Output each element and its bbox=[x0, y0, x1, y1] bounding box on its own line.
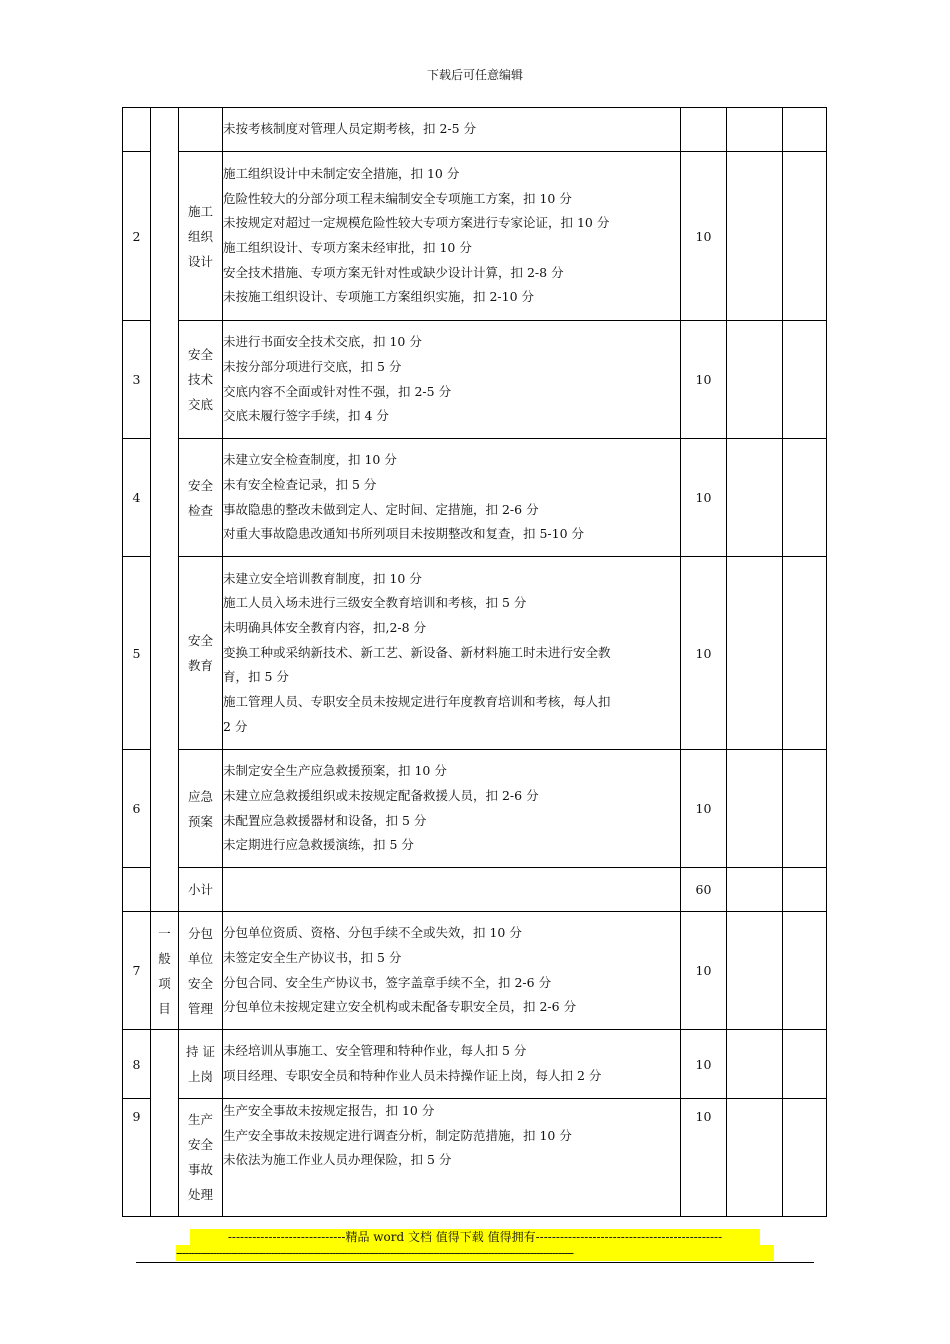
table-row bbox=[123, 1030, 827, 1099]
score-cell: 10 bbox=[681, 321, 727, 439]
row-number bbox=[123, 108, 151, 152]
row-number: 7 bbox=[123, 912, 151, 1030]
deduction-text: 分包单位资质、资格、分包手续不全或失效，扣 10 分 未签定安全生产协议书，扣 5 分 分包合同、安全生产协议书，签字盖章手续不全，扣 2-6 分 分包单位未按规定建立安全机构或未配备专职安全员，扣 2-6 分 bbox=[223, 912, 681, 1030]
deduction-text: 未建立安全培训教育制度，扣 10 分 施工人员入场未进行三级安全教育培训和考核，扣 5 分 未明确具体安全教育内容，扣,2-8 分 变换工种或采纳新技术、新工艺、新设备、新材料施工时未进行安全教 育，扣 5 分 施工管理人员、专职安全员未按规定进行年度教育培训和考核，每人扣 2 分 bbox=[223, 557, 681, 750]
actual-score-cell bbox=[783, 750, 827, 868]
item-label: 应急 预案 bbox=[179, 750, 223, 868]
table-row bbox=[123, 1099, 827, 1217]
table-row bbox=[123, 750, 827, 868]
score-cell: 10 bbox=[681, 912, 727, 1030]
actual-score-cell bbox=[783, 321, 827, 439]
footer-banner: -----------------------------精品 word 文档 值得下载 值得拥有---------------------------------------------- bbox=[190, 1229, 760, 1245]
deduction-cell bbox=[727, 321, 783, 439]
table-row bbox=[123, 321, 827, 439]
deduction-text: 未进行书面安全技术交底，扣 10 分 未按分部分项进行交底，扣 5 分 交底内容不全面或针对性不强，扣 2-5 分 交底未履行签字手续，扣 4 分 bbox=[223, 321, 681, 439]
item-label bbox=[179, 108, 223, 152]
actual-score-cell bbox=[783, 1030, 827, 1099]
actual-score-cell bbox=[783, 912, 827, 1030]
table-row bbox=[123, 108, 827, 152]
score-cell: 10 bbox=[681, 750, 727, 868]
table-row bbox=[123, 439, 827, 557]
actual-score-cell bbox=[783, 557, 827, 750]
actual-score-cell bbox=[783, 108, 827, 152]
category-cell-continued bbox=[151, 1030, 179, 1217]
deduction-cell bbox=[727, 1030, 783, 1099]
deduction-text bbox=[223, 868, 681, 912]
item-label: 施工 组织 设计 bbox=[179, 152, 223, 321]
deduction-cell bbox=[727, 557, 783, 750]
deduction-text: 未制定安全生产应急救援预案，扣 10 分 未建立应急救援组织或未按规定配备救援人员，扣 2-6 分 未配置应急救援器材和设备，扣 5 分 未定期进行应急救援演练，扣 5 分 bbox=[223, 750, 681, 868]
deduction-text: 未经培训从事施工、安全管理和特种作业，每人扣 5 分 项目经理、专职安全员和特种作业人员未持操作证上岗，每人扣 2 分 bbox=[223, 1030, 681, 1099]
page-header: 下载后可任意编辑 bbox=[426, 68, 523, 82]
item-label: 安全 检查 bbox=[179, 439, 223, 557]
row-number: 6 bbox=[123, 750, 151, 868]
row-number: 2 bbox=[123, 152, 151, 321]
score-cell: 10 bbox=[681, 1099, 727, 1217]
subtotal-row bbox=[123, 868, 827, 912]
item-label: 分包 单位 安全 管理 bbox=[179, 912, 223, 1030]
deduction-cell bbox=[727, 912, 783, 1030]
deduction-cell bbox=[727, 152, 783, 321]
category-general: 一 般 项 目 bbox=[151, 912, 179, 1030]
row-number bbox=[123, 868, 151, 912]
item-label: 安全 教育 bbox=[179, 557, 223, 750]
category-cell-empty bbox=[151, 108, 179, 912]
deduction-cell bbox=[727, 439, 783, 557]
actual-score-cell bbox=[783, 868, 827, 912]
deduction-text: 施工组织设计中未制定安全措施，扣 10 分 危险性较大的分部分项工程未编制安全专项施工方案，扣 10 分 未按规定对超过一定规模危险性较大专项方案进行专家论证，扣 10 分 施工组织设计、专项方案未经审批，扣 10 分 安全技术措施、专项方案无针对性或缺少设计计算，扣 2-8 分 未按施工组织设计、专项施工方案组织实施，扣 2-10 分 bbox=[223, 152, 681, 321]
subtotal-score: 60 bbox=[681, 868, 727, 912]
row-number: 3 bbox=[123, 321, 151, 439]
table-row bbox=[123, 152, 827, 321]
actual-score-cell bbox=[783, 152, 827, 321]
score-cell: 10 bbox=[681, 1030, 727, 1099]
table-row bbox=[123, 912, 827, 1030]
item-label: 生产 安全 事故 处理 bbox=[179, 1099, 223, 1217]
item-label: 安全 技术 交底 bbox=[179, 321, 223, 439]
score-cell: 10 bbox=[681, 152, 727, 321]
subtotal-label: 小计 bbox=[179, 868, 223, 912]
deduction-cell bbox=[727, 750, 783, 868]
deduction-cell bbox=[727, 108, 783, 152]
footer-rule bbox=[136, 1262, 814, 1263]
row-number: 9 bbox=[123, 1099, 151, 1217]
table-row bbox=[123, 557, 827, 750]
footer-banner-dashes: ---------------------------------------------------------------------------------------------------------------------------------- bbox=[176, 1245, 774, 1261]
actual-score-cell bbox=[783, 1099, 827, 1217]
score-cell: 10 bbox=[681, 557, 727, 750]
deduction-text: 生产安全事故未按规定报告，扣 10 分 生产安全事故未按规定进行调查分析，制定防范措施，扣 10 分 未依法为施工作业人员办理保险，扣 5 分 bbox=[223, 1099, 681, 1217]
deduction-text: 未按考核制度对管理人员定期考核，扣 2-5 分 bbox=[223, 108, 681, 152]
row-number: 5 bbox=[123, 557, 151, 750]
deduction-text: 未建立安全检查制度，扣 10 分 未有安全检查记录，扣 5 分 事故隐患的整改未做到定人、定时间、定措施，扣 2-6 分 对重大事故隐患改通知书所列项目未按期整改和复查，扣 5-10 分 bbox=[223, 439, 681, 557]
actual-score-cell bbox=[783, 439, 827, 557]
deduction-cell bbox=[727, 868, 783, 912]
score-cell: 10 bbox=[681, 439, 727, 557]
safety-inspection-table bbox=[122, 107, 827, 1217]
row-number: 4 bbox=[123, 439, 151, 557]
item-label: 持 证 上岗 bbox=[179, 1030, 223, 1099]
deduction-cell bbox=[727, 1099, 783, 1217]
row-number: 8 bbox=[123, 1030, 151, 1099]
